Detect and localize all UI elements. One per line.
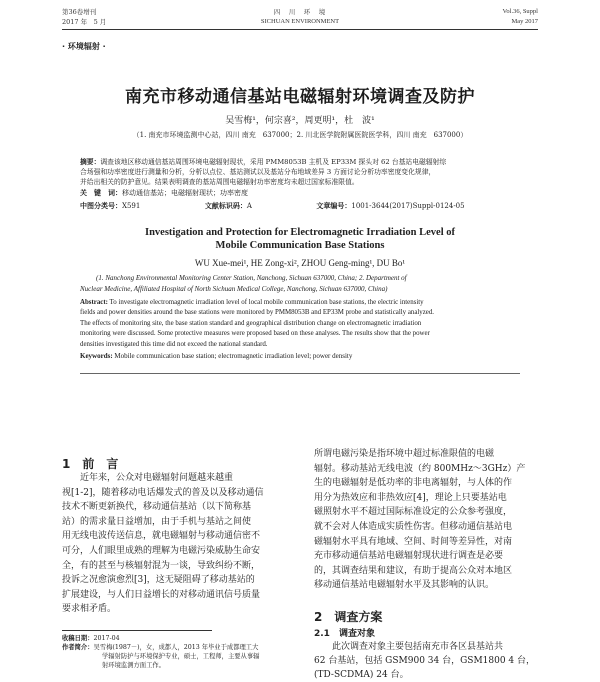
affil-en-line: Nuclear Medicine, Affiliated Hospital of North Sichuan Medical College, Nanchong, Sichuan 637000, China)	[80, 284, 388, 293]
abstract-en-line: monitoring were discussed. Some protective measures were proposed based on these analyses. The results show that the power	[80, 330, 430, 338]
article-title-cn: 南充市移动通信基站电磁辐射环境调查及防护	[125, 87, 475, 107]
body-line: 全，有的甚至与核辐射混为一谈，导致纠纷不断，	[62, 560, 261, 571]
abstract-cn-line: 合场强和功率密度进行测量和分析，分析以点位、基站测试以及基站分布地域差异 3 方面讨论分析功率密度变化规律，	[80, 168, 436, 176]
body-divider	[80, 373, 520, 374]
body-line: 近年来，公众对电磁辐射问题越来越重	[62, 473, 234, 483]
keywords-cn	[80, 188, 248, 198]
classification-row	[80, 201, 540, 211]
clc-label: 中图分类号：	[80, 202, 122, 210]
title-en-line: Investigation and Protection for Electromagnetic Irradiation Level of	[144, 227, 455, 238]
header-volume: 第36卷增刊	[62, 8, 97, 16]
section-2-1-heading: 2.1 调查对象	[314, 629, 375, 639]
affiliation-cn: （1. 南充市环境监测中心站，四川 南充 637000；2. 川北医学院附属医院医学科，四川 南充 637000）	[132, 131, 468, 139]
author-bio-line: 吴雪梅(1987－)，女，成都人，2013 年毕业于成都理工大	[93, 644, 259, 651]
body-line: 站）的需求量日益增加，由于手机与基站之间使	[62, 516, 252, 527]
author-bio-line: 学辐射防护与环境保护专业，硕士，工程师，主要从事辐	[102, 653, 260, 660]
article-no-label: 文章编号：	[316, 202, 352, 210]
affiliation-en	[80, 273, 540, 294]
body-line: 生的电磁辐射是低功率的非电离辐射，与人体的作	[314, 478, 513, 489]
abstract-cn-line: 并给出相关的防护意见。结果表明调查的基站周围电磁辐射功率密度均未超过国家标准限值。	[80, 178, 359, 186]
article-title-en	[0, 226, 600, 252]
body-line: 的，其调查结果和建议，有助于提高公众对本地区	[314, 565, 513, 576]
section-2-heading: 2 调查方案	[314, 610, 383, 624]
left-column-text	[62, 471, 296, 617]
body-line: 辐射。移动基站无线电波（约 800MHz～3GHz）产	[314, 463, 526, 474]
body-line: 可分，人们眼里成熟的理解为电磁污染威胁生命安	[62, 545, 261, 556]
doc-code-label: 文献标识码：	[204, 202, 247, 210]
header-month-en: May 2017	[511, 18, 538, 25]
keywords-en-label: Keywords:	[80, 352, 113, 360]
received-date: 2017-04	[93, 635, 120, 642]
abstract-cn-label: 摘要：	[80, 158, 101, 166]
header-journal-cn: 四 川 环 境	[273, 8, 327, 16]
abstract-en-line: densities investigated this time did not exceed the national standard.	[80, 340, 268, 348]
body-line: 技术不断更新换代，移动通信基站（以下简称基	[62, 502, 252, 513]
clc-value: X591	[122, 202, 141, 210]
title-en-line: Mobile Communication Base Stations	[215, 240, 385, 251]
right-column-text-2	[314, 640, 540, 682]
received-label: 收稿日期：	[62, 635, 94, 642]
abstract-en-line: The effects of monitoring site, the base station standard and geographical distribution change on electromagnetic irradiation	[80, 319, 422, 327]
body-line: 移动通信基站电磁辐射水平及其影响的认识。	[314, 580, 495, 591]
keywords-cn-label: 关 键 词：	[80, 189, 122, 197]
header-volume-en: Vol.36, Suppl	[502, 8, 538, 15]
body-line: 用无线电波传送信息，就电磁辐射与移动通信密不	[62, 531, 261, 542]
header-rule	[62, 29, 538, 30]
body-line: 投诉之况愈演愈烈[3]，这无疑阻碍了移动基站的	[62, 575, 255, 586]
footnote-rule	[62, 630, 212, 631]
section-tag: · 环境辐射 ·	[62, 42, 106, 51]
body-line: 磁照射水平不超过国际标准设定的公众参考强度，	[314, 507, 513, 518]
body-line: 视[1-2]，随着移动电话爆发式的普及以及移动通信	[62, 487, 264, 498]
right-column-text	[314, 447, 540, 593]
section-1-heading: 1 前 言	[62, 457, 119, 471]
header-journal-en: SICHUAN ENVIRONMENT	[260, 18, 340, 25]
footnote	[62, 634, 298, 670]
body-line: 所谓电磁污染是指环境中超过标准限值的电磁	[314, 449, 495, 459]
keywords-en-text: Mobile communication base station; electromagnetic irradiation level; power density	[114, 352, 353, 360]
abstract-cn-line: 调查该地区移动通信基站周围环境电磁辐射现状，采用 PMM8053B 主机及 EP33M 探头对 62 台基站电磁辐射综	[100, 158, 447, 166]
keywords-en	[80, 352, 352, 360]
body-line: 62 台基站，包括 GSM900 34 台，GSM1800 4 台，	[314, 656, 536, 666]
affil-en-line: (1. Nanchong Environmental Monitoring Center Station, Nanchong, Sichuan 637000, China; 2. Department of	[96, 274, 407, 282]
keywords-cn-text: 移动通信基站；电磁辐射现状；功率密度	[122, 189, 248, 197]
abstract-en	[80, 298, 540, 350]
article-no-value: 1001-3644(2017)Suppl-0124-05	[351, 202, 465, 210]
body-line: 磁辐射水平具有地域、空间、时间等差异性，对南	[314, 536, 513, 547]
doc-code-value: A	[246, 202, 252, 210]
author-bio-line: 射环境监测方面工作。	[102, 662, 165, 669]
body-line: 就不会对人体造成实质性伤害。但移动通信基站电	[314, 521, 513, 532]
abstract-cn	[80, 157, 520, 187]
body-line: 要求相矛盾。	[62, 604, 117, 615]
body-line: 此次调查对象主要包括南充市各区县基站共	[314, 642, 504, 652]
body-line: (TD-SCDMA) 24 台。	[314, 670, 409, 680]
abstract-en-line: fields and power densities around the base stations were monitored by PMM8053B and EP33M probe and statistically analyzed.	[80, 309, 435, 317]
body-line: 扩展建设，与人们日益增长的对移动通讯信号质量	[62, 589, 261, 600]
header-year-month: 2017 年 5 月	[62, 18, 107, 26]
authors-cn: 吴雪梅¹，何宗喜²，周更明¹，杜 波¹	[225, 116, 375, 126]
body-line: 用分为热效应和非热效应[4]，理论上只要基站电	[314, 492, 507, 503]
author-bio-label: 作者简介：	[62, 644, 94, 651]
abstract-en-label: Abstract:	[80, 299, 108, 306]
abstract-en-line: To investigate electromagnetic irradiation level of local mobile communication base stations, the electric intensity	[109, 299, 424, 306]
authors-en: WU Xue-mei¹, HE Zong-xi², ZHOU Geng-ming¹, DU Bo¹	[194, 258, 406, 268]
body-line: 充市移动通信基站电磁辐射现状进行调查是必要	[314, 551, 504, 562]
